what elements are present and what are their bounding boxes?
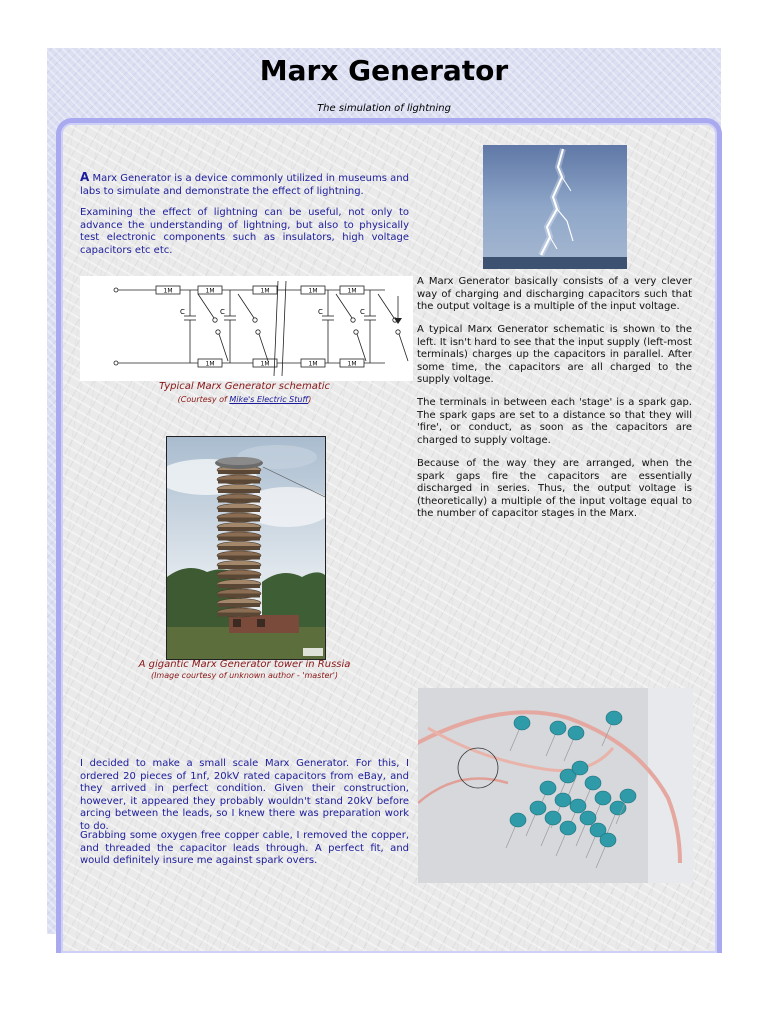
- capacitors-photo: [418, 688, 693, 883]
- page-title: Marx Generator: [259, 54, 509, 87]
- schematic-credit-suffix: ): [308, 395, 312, 404]
- explanation-paragraph-3: The terminals in between each 'stage' is a spark gap. The spark gaps are set to a distance so that they will 'fire', or conduct, as soon as the capacitors are charged to supply voltage.: [417, 397, 692, 446]
- build-paragraph-2: Grabbing some oxygen free copper cable, I removed the copper, and threaded the capacitor leads through. A perfect fit, and would definitely insure me against spark overs.: [80, 830, 409, 867]
- explanation-paragraph-4: Because of the way they are arranged, when the spark gaps fire the capacitors are essentially discharged in series. Thus, the output voltage is (theoretically) a multiple of the input voltage equal to the number of capacitor stages in the Marx.: [417, 458, 692, 520]
- svg-text:1M: 1M: [347, 360, 357, 368]
- svg-text:C: C: [180, 308, 185, 316]
- schematic-credit: [80, 395, 409, 404]
- drop-cap: A: [80, 170, 90, 184]
- svg-text:1M: 1M: [260, 360, 270, 368]
- marx-tower-photo: [166, 436, 326, 660]
- svg-text:1M: 1M: [308, 360, 318, 368]
- svg-text:1M: 1M: [260, 287, 270, 295]
- svg-text:1M: 1M: [205, 360, 215, 368]
- svg-text:1M: 1M: [205, 287, 215, 295]
- lightning-photo: [483, 145, 627, 269]
- intro-paragraph-2: Examining the effect of lightning can be useful, not only to advance the understanding of lightning, but also to physically test electronic components such as insulators, high voltage capacitors etc etc.: [80, 207, 409, 256]
- schematic-diagram: [80, 276, 413, 381]
- page: [47, 48, 721, 934]
- svg-text:1M: 1M: [163, 287, 173, 295]
- svg-text:C: C: [360, 308, 365, 316]
- schematic-caption: Typical Marx Generator schematic: [158, 381, 331, 392]
- svg-text:1M: 1M: [308, 287, 318, 295]
- svg-text:C: C: [220, 308, 225, 316]
- explanation-paragraph-2: A typical Marx Generator schematic is shown to the left. It isn't hard to see that the input supply (left-most terminals) charges up the capacitors in parallel. After some time, the capacitors are all charged to the supply voltage.: [417, 324, 692, 386]
- build-paragraph-1: I decided to make a small scale Marx Generator. For this, I ordered 20 pieces of 1nf, 20kV rated capacitors from eBay, and they arrived in perfect condition. Given their construction, however, it appeared they probably wouldn't stand 20kV before arcing between the leads, so I knew there was preparation work to do.: [80, 758, 409, 832]
- intro-paragraph-1-text: Marx Generator is a device commonly utilized in museums and labs to simulate and demonstrate the effect of lightning.: [80, 173, 409, 197]
- tower-credit: (Image courtesy of unknown author - 'master'): [150, 671, 339, 680]
- mikes-electric-stuff-link[interactable]: Mike's Electric Stuff: [229, 395, 309, 404]
- page-subtitle: The simulation of lightning: [317, 103, 451, 114]
- svg-text:1M: 1M: [347, 287, 357, 295]
- svg-text:C: C: [318, 308, 323, 316]
- schematic-credit-prefix: (Courtesy of: [177, 395, 230, 404]
- tower-caption: A gigantic Marx Generator tower in Russia: [138, 659, 351, 670]
- explanation-paragraph-1: A Marx Generator basically consists of a very clever way of charging and discharging capacitors such that the output voltage is a multiple of the input voltage.: [417, 276, 692, 313]
- intro-paragraph-1: [80, 171, 409, 198]
